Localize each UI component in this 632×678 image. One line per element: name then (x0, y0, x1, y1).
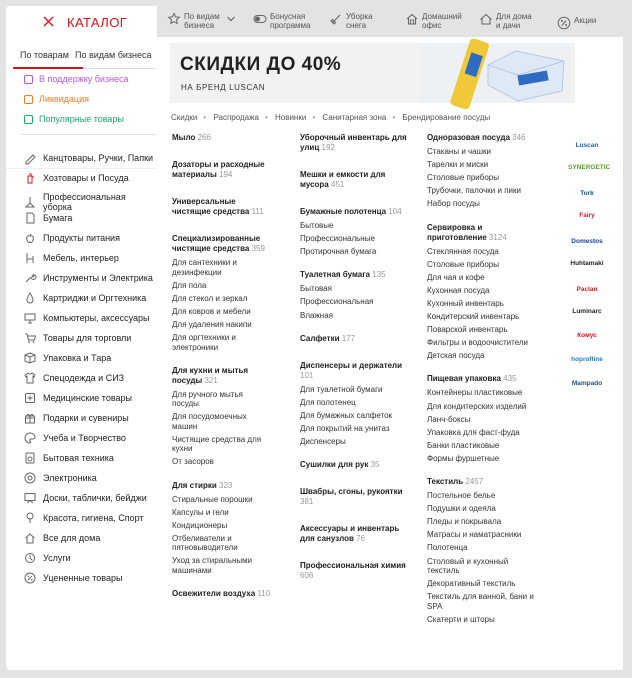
brand-logo[interactable] (568, 208, 606, 224)
group-count: 321 (204, 375, 218, 385)
house-icon (24, 532, 36, 544)
category-group-title[interactable] (427, 133, 537, 143)
subcategory-link[interactable]: Столовые приборы (427, 259, 499, 269)
chair-icon (24, 252, 36, 264)
subcategory-link[interactable]: Пледы и покрывала (427, 517, 502, 527)
group-title-text: Универсальные чистящие средства (172, 197, 250, 216)
nav-snow[interactable] (329, 12, 373, 30)
group-title-text: Салфетки (300, 333, 340, 343)
category-group-title[interactable] (300, 207, 410, 217)
brand-logo[interactable] (568, 304, 606, 320)
house-icon (405, 12, 419, 26)
monitor-icon (24, 312, 36, 324)
catalog-title: КАТАЛОГ (67, 15, 128, 30)
group-title-text: Бумажные полотенца (300, 207, 387, 216)
sidebar-item[interactable] (24, 572, 122, 584)
subcategory-link[interactable]: Постельное белье (427, 491, 496, 500)
sidebar-item-label: Профессиональная уборка (43, 192, 126, 212)
sidebar-item-label: Бытовая техника (43, 453, 114, 463)
sidebar-item-label: Учеба и Творчество (43, 433, 126, 443)
sidebar-item[interactable] (24, 532, 100, 544)
apple-icon (24, 232, 36, 244)
group-title-text: Диспенсеры и держатели (300, 360, 403, 370)
promo-liquidation[interactable] (24, 94, 89, 104)
subcategory-link[interactable]: Кондитерский инвентарь (427, 312, 520, 321)
banner-title: СКИДКИ ДО 40% (180, 54, 342, 75)
sidebar-item-label: Доски, таблички, бейджи (43, 493, 147, 503)
promo-label: Ликвидация (39, 94, 89, 104)
product-image (420, 43, 570, 103)
tag-link[interactable]: Брендирование посуды (402, 113, 491, 122)
subcategory-link[interactable]: Стиральные порошки (172, 494, 253, 504)
shovel-icon (329, 12, 343, 26)
promo-marker-icon (24, 95, 33, 104)
subcategory-link[interactable]: Чистящие средства для кухни (172, 434, 262, 454)
subcategory-link[interactable]: Уход за стиральными машинами (172, 556, 253, 575)
nav-home-office[interactable] (405, 12, 462, 30)
sidebar-item-label: Медицинские товары (43, 393, 132, 403)
sidebar-item-label: Хозтовары и Посуда (43, 173, 129, 183)
tag-link[interactable]: Скидки (171, 113, 198, 122)
group-count: 381 (300, 497, 314, 507)
subcategory-link[interactable]: Стеклянная посуда (427, 246, 499, 256)
medical-icon (24, 392, 36, 404)
chevron-down-icon (226, 14, 236, 24)
toggle-icon (253, 12, 267, 26)
category-group-title[interactable] (172, 197, 272, 217)
sidebar-item-label: Товары для торговли (43, 333, 132, 343)
group-count: 194 (219, 170, 233, 179)
promo-marker-icon (24, 75, 33, 84)
sidebar-item-label: Продукты питания (43, 233, 120, 243)
sidebar-item[interactable] (24, 512, 144, 524)
brand-logo[interactable] (568, 256, 606, 272)
brand-logo[interactable] (568, 186, 606, 202)
group-title-text: Сушилки для рук (300, 460, 369, 470)
sidebar-item-label: Все для дома (43, 533, 101, 543)
nav-business-types[interactable] (167, 12, 236, 30)
palette-icon (24, 432, 36, 444)
appliance-icon (24, 452, 36, 464)
sidebar-item[interactable] (24, 432, 126, 444)
nav-promotions[interactable] (557, 16, 596, 30)
group-count: 104 (388, 207, 402, 216)
group-count: 177 (341, 333, 356, 343)
subcategory-link[interactable]: Матрасы и наматрасники (427, 530, 522, 540)
subcategory-link[interactable]: Влажная (300, 310, 334, 320)
sidebar-item[interactable] (24, 212, 72, 224)
sidebar-item-label: Мебель, интерьер (43, 253, 119, 263)
group-title-text: Текстиль (427, 477, 464, 486)
box-icon (24, 352, 36, 364)
tab-by-business[interactable]: По видам бизнеса (75, 50, 152, 60)
brand-name: Huhtamaki (570, 260, 604, 267)
catalog-tabs (6, 40, 157, 70)
close-icon[interactable] (42, 15, 55, 28)
subcategory-link[interactable]: Кондиционеры (172, 520, 228, 530)
subcategory-link[interactable]: Бытовая (300, 284, 332, 294)
group-count: 110 (257, 589, 271, 598)
sidebar-item-label: Электроника (43, 473, 97, 483)
wrench-icon (24, 272, 36, 284)
brand-logo[interactable] (568, 282, 606, 298)
group-title-text: Аксессуары и инвентарь для санузлов (300, 524, 400, 544)
subcategory-link[interactable]: Для бумажных салфеток (300, 410, 393, 420)
sidebar-item-label: Канцтовары, Ручки, Папки (43, 153, 154, 163)
subcategory-link[interactable]: Тарелки и миски (427, 160, 489, 170)
cart-icon (24, 332, 36, 344)
subcategory-link[interactable]: Подушки и одеяла (427, 504, 496, 514)
category-group-title[interactable] (300, 170, 410, 190)
catalog-sidebar (6, 6, 157, 670)
sidebar-item-label: Уцененные товары (43, 573, 123, 583)
group-count: 606 (300, 571, 314, 581)
subcategory-link[interactable]: Кухонный инвентарь (427, 298, 504, 308)
home-icon (479, 12, 493, 26)
category-group-title[interactable] (300, 524, 410, 544)
group-count: 111 (251, 207, 264, 216)
subcategory-link[interactable]: Скатерти и шторы (427, 614, 495, 624)
category-group-title[interactable] (300, 334, 410, 344)
nav-bonus[interactable] (253, 12, 311, 30)
group-count: 76 (356, 534, 366, 544)
sidebar-item[interactable] (24, 272, 153, 284)
brand-name: Tork (580, 190, 594, 197)
category-group-title[interactable] (300, 133, 410, 153)
group-count: 35 (370, 460, 380, 470)
tag-links: Скидки • Распродажа • Новинки • Санитарная зона • Брендирование посуды (171, 113, 491, 122)
sidebar-item-label: Бумага (43, 213, 73, 223)
group-title-text: Специализированные чистящие средства (172, 234, 261, 253)
subcategory-link[interactable]: Для чая и кофе (427, 272, 485, 282)
sidebar-item-label: Красота, гигиена, Спорт (43, 513, 144, 523)
subcategory-link[interactable]: Профессиональные (300, 234, 375, 244)
promo-divider (20, 134, 157, 135)
group-title-text: Профессиональная химия (300, 561, 406, 571)
sidebar-item[interactable] (24, 412, 129, 424)
promo-label: Популярные товары (39, 114, 124, 124)
spray-icon (24, 172, 36, 184)
group-title-text: Уборочный инвентарь для улиц (300, 133, 407, 152)
subcategory-link[interactable]: Формы фуршетные (427, 453, 500, 463)
nav-label: Домашний офис (422, 12, 462, 30)
promo-marker-icon (24, 115, 33, 124)
shirt-icon (24, 372, 36, 384)
subcategory-link[interactable]: Для посудомоечных машин (172, 412, 247, 431)
subcategory-link[interactable]: Столовые приборы (427, 173, 499, 183)
sidebar-item-label: Спецодежда и СИЗ (43, 373, 125, 383)
category-group-title[interactable] (300, 270, 410, 280)
group-count: 359 (251, 244, 265, 253)
nav-label: Для дома и дачи (496, 12, 532, 30)
nav-home-garden[interactable] (479, 12, 532, 30)
sidebar-item[interactable] (24, 232, 120, 244)
subcategory-link[interactable]: Столовый и кухонный текстиль (427, 556, 509, 575)
subcategory-link[interactable]: Текстиль для ванной, бани и SPA (427, 592, 534, 611)
tab-by-products[interactable]: По товарам (20, 50, 69, 60)
brand-logo[interactable] (568, 376, 606, 392)
subcategory-link[interactable]: Диспенсеры (300, 437, 346, 446)
subcategory-link[interactable]: Декоративный текстиль (427, 579, 516, 589)
brand-logo[interactable] (568, 138, 606, 154)
sidebar-item[interactable] (24, 152, 153, 164)
brand-name: Mampado (571, 380, 603, 387)
brand-name: Fairy (579, 212, 595, 219)
sidebar-item[interactable] (24, 352, 111, 364)
subcategory-link[interactable]: Детская посуда (427, 351, 485, 361)
subcategory-link[interactable]: Для кондитерских изделий (427, 401, 527, 411)
catalog-content (157, 37, 623, 670)
category-group-title[interactable] (300, 561, 410, 581)
subcategory-link[interactable]: Профессиональная (300, 297, 374, 307)
subcategory-link[interactable]: Капсулы и гели (172, 507, 229, 517)
category-group-title[interactable] (300, 487, 410, 507)
sidebar-item-label: Упаковка и Тара (43, 353, 112, 363)
group-count: 3124 (488, 232, 507, 242)
group-count: 2457 (465, 477, 484, 486)
subcategory-link[interactable]: Для сантехники и дезинфекции (172, 258, 237, 277)
group-title-text: Туалетная бумага (300, 270, 371, 280)
nav-label: Акции (574, 16, 597, 25)
sidebar-item[interactable] (24, 552, 71, 564)
group-count: 135 (372, 270, 386, 280)
sidebar-item[interactable] (24, 172, 129, 184)
sidebar-item-label: Услуги (43, 553, 71, 563)
group-title-text: Одноразовая посуда (427, 133, 510, 142)
subcategory-link[interactable]: Для туалетной бумаги (300, 384, 383, 394)
category-group-title[interactable] (427, 223, 537, 243)
category-group-title[interactable] (427, 374, 537, 384)
sidebar-item[interactable] (24, 472, 97, 484)
subcategory-link[interactable]: Ланч-боксы (427, 414, 471, 424)
active-tab-underline (13, 67, 83, 69)
nav-label: Уборка снега (346, 12, 373, 30)
group-count: 451 (330, 180, 345, 189)
subcategory-link[interactable]: Упаковка для фаст-фуда (427, 427, 520, 437)
category-group-title[interactable] (172, 133, 272, 143)
brand-name: Luminarc (572, 308, 602, 315)
subcategory-link[interactable]: Для стекол и зеркал (172, 293, 248, 303)
subcategory-link[interactable]: Для покрытий на унитаз (300, 423, 390, 433)
group-title-text: Мыло (172, 133, 196, 142)
group-title-text: Для кухни и мытья посуды (172, 365, 249, 385)
sidebar-item[interactable] (24, 312, 149, 324)
subcategory-link[interactable]: Трубочки, палочки и пики (427, 186, 521, 196)
subcategory-link[interactable]: Протирочная бумага (300, 247, 377, 257)
sidebar-item[interactable] (24, 492, 147, 504)
sidebar-item[interactable] (24, 292, 146, 304)
brand-name: Paclan (576, 286, 598, 293)
group-title-text: Освежители воздуха (172, 589, 256, 598)
category-group-title[interactable] (172, 160, 272, 180)
subcategory-link[interactable]: Банки пластиковые (427, 440, 500, 450)
brand-logo[interactable] (568, 352, 606, 368)
group-count: 266 (197, 133, 211, 142)
service-icon (24, 552, 36, 564)
nav-label: Бонусная программа (270, 12, 311, 30)
star-icon (167, 12, 181, 26)
group-title-text: Для стирки (172, 480, 217, 490)
top-navigation (157, 6, 632, 37)
brand-name: Комус (577, 332, 597, 339)
group-title-text: Швабры, сгоны, рукоятки (300, 487, 403, 497)
sidebar-item-label: Компьютеры, аксессуары (43, 313, 150, 323)
brand-logo[interactable] (568, 234, 606, 250)
beauty-icon (24, 512, 36, 524)
subcategory-link[interactable]: Для ковров и мебели (172, 306, 251, 316)
board-icon (24, 492, 36, 504)
promo-popular[interactable] (24, 114, 124, 124)
subcategory-link[interactable]: Полотенца (427, 543, 468, 553)
category-group-title[interactable] (172, 234, 272, 254)
gift-icon (24, 412, 36, 424)
category-group-title[interactable] (300, 460, 410, 470)
group-title-text: Дозаторы и расходные материалы (172, 160, 265, 179)
category-group-title[interactable] (172, 366, 272, 386)
percent-icon (557, 16, 571, 30)
sidebar-item-label: Картриджи и Оргтехника (43, 293, 147, 303)
group-count: 192 (321, 143, 335, 152)
electronics-icon (24, 472, 36, 484)
subcategory-link[interactable]: Для оргтехники и электроники (172, 333, 236, 352)
catalog-header (6, 6, 157, 38)
subcategory-link[interactable]: Фильтры и водоочистители (427, 338, 529, 348)
subcategory-link[interactable]: Набор посуды (427, 199, 480, 209)
subcategory-link[interactable]: От засоров (172, 457, 214, 467)
group-title-text: Сервировка и приготовление (427, 222, 487, 242)
sidebar-item[interactable] (24, 192, 157, 212)
subcategory-link[interactable]: Стаканы и чашки (427, 147, 492, 156)
tab-divider (83, 68, 157, 69)
promo-business-support[interactable] (24, 74, 129, 84)
group-count: 323 (219, 480, 233, 490)
brand-name: Domestos (571, 238, 603, 245)
subcategory-link[interactable]: Для ручного мытья посуды (172, 389, 243, 409)
category-group-title[interactable] (172, 481, 272, 491)
sidebar-item-label: Подарки и сувениры (43, 413, 129, 423)
pencil-icon (24, 152, 36, 164)
subcategory-link[interactable]: Отбеливатели и пятновыводители (172, 533, 238, 553)
subcategory-link[interactable]: Бытовые (300, 221, 334, 230)
sidebar-item[interactable] (24, 452, 114, 464)
subcategory-link[interactable]: Контейнеры пластиковые (427, 388, 523, 398)
subcategory-link[interactable]: Для полотенец (300, 397, 356, 407)
subcategory-link[interactable]: Кухонная посуда (427, 285, 490, 295)
subcategory-link[interactable]: Для пола (172, 280, 207, 290)
brand-name: hoprofline (571, 356, 603, 363)
category-group-title[interactable] (172, 589, 272, 599)
discount-icon (24, 572, 36, 584)
sidebar-separator (6, 168, 157, 169)
brand-name: SYNERGETIC (568, 164, 611, 171)
sidebar-item[interactable] (24, 252, 119, 264)
brand-logo[interactable] (568, 160, 611, 176)
group-count: 101 (300, 370, 314, 380)
nav-label: По видам бизнеса (184, 12, 220, 30)
brand-logo[interactable] (568, 328, 606, 344)
promo-banner[interactable] (170, 43, 575, 103)
drop-icon (24, 292, 36, 304)
subcategory-link[interactable]: Поварской инвентарь (427, 325, 508, 335)
paper-icon (24, 212, 36, 224)
group-title-text: Пищевая упаковка (427, 374, 501, 384)
sidebar-item[interactable] (24, 372, 124, 384)
brand-name: Luscan (575, 142, 599, 149)
tag-link[interactable]: Новинки (274, 113, 307, 122)
group-count: 346 (512, 133, 526, 142)
subcategory-link[interactable]: Для удаления накипи (172, 319, 252, 329)
promo-label: В поддержку бизнеса (39, 74, 129, 84)
category-group-title[interactable] (427, 477, 537, 487)
sidebar-item[interactable] (24, 332, 131, 344)
sidebar-item[interactable] (24, 392, 132, 404)
banner-subtitle: НА БРЕНД LUSCAN (181, 83, 266, 92)
mop-icon (24, 196, 36, 208)
group-title-text: Мешки и емкости для мусора (300, 170, 386, 189)
tag-link[interactable]: Санитарная зона (322, 113, 387, 122)
tag-link[interactable]: Распродажа (213, 113, 259, 122)
group-count: 435 (503, 374, 517, 384)
sidebar-item-label: Инструменты и Электрика (43, 273, 153, 283)
category-group-title[interactable] (300, 361, 410, 381)
